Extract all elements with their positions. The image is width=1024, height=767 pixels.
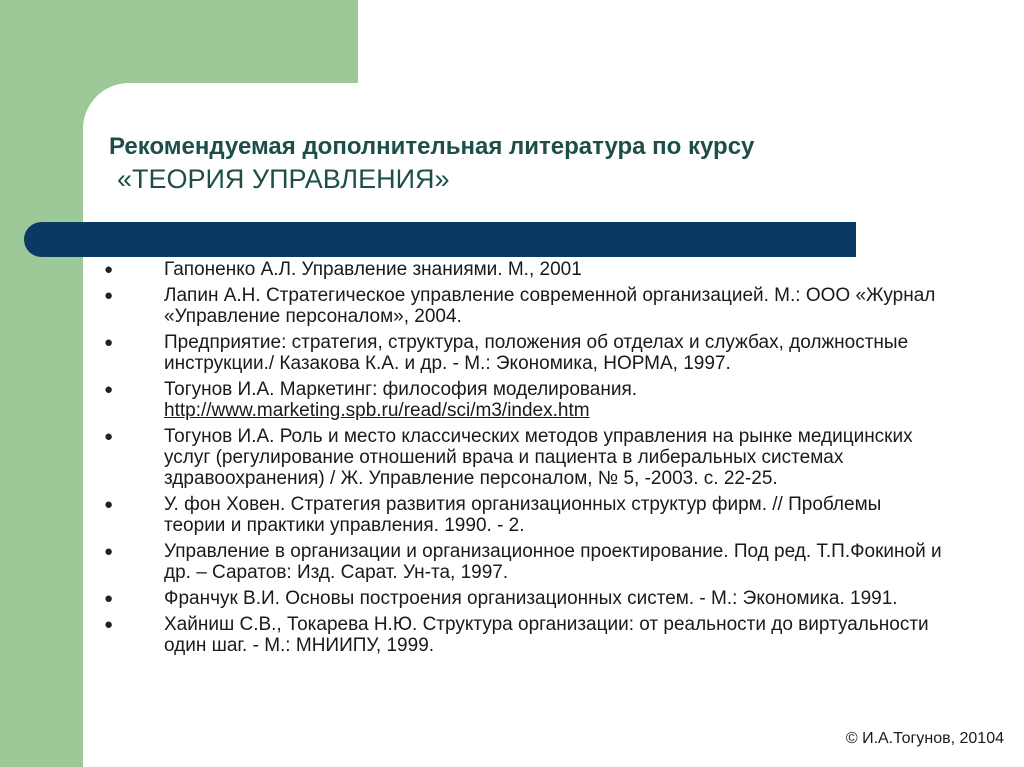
list-item bbox=[104, 614, 944, 656]
bullet-icon: ● bbox=[104, 496, 114, 513]
list-item-text: Управление в организации и организационное проектирование. Под ред. Т.П.Фокиной и др. – Саратов: Изд. Сарат. Ун-та, 1997. bbox=[164, 541, 942, 583]
bullet-icon: ● bbox=[104, 381, 114, 398]
bullet-icon: ● bbox=[104, 616, 114, 633]
list-item bbox=[104, 426, 944, 489]
list-item-text: Хайниш С.В., Токарева Н.Ю. Структура организации: от реальности до виртуальности один шаг. - М.: МНИИПУ, 1999. bbox=[164, 614, 929, 656]
list-item bbox=[104, 588, 944, 609]
bullet-icon: ● bbox=[104, 590, 114, 607]
list-item bbox=[104, 494, 944, 536]
list-item-text: Франчук В.И. Основы построения организационных систем. - М.: Экономика. 1991. bbox=[164, 588, 898, 609]
list-item bbox=[104, 379, 944, 421]
list-item bbox=[104, 259, 944, 280]
list-item-text: У. фон Ховен. Стратегия развития организационных структур фирм. // Проблемы теории и практики управления. 1990. - 2. bbox=[164, 494, 882, 536]
list-item bbox=[104, 285, 944, 327]
bullet-icon: ● bbox=[104, 287, 114, 304]
bullet-icon: ● bbox=[104, 543, 114, 560]
marketing-link[interactable]: http://www.marketing.spb.ru/read/sci/m3/index.htm bbox=[164, 400, 590, 421]
title-line-1: Рекомендуемая дополнительная литература по курсу bbox=[109, 133, 755, 160]
list-item-text: Гапоненко А.Л. Управление знаниями. М., 2001 bbox=[164, 259, 582, 280]
bullet-icon: ● bbox=[104, 334, 114, 351]
bullet-icon: ● bbox=[104, 261, 114, 278]
list-item-text: Предприятие: стратегия, структура, положения об отделах и службах, должностные инструкции./ Казакова К.А. и др. - М.: Экономика, НОРМА, 1997. bbox=[164, 332, 909, 374]
copyright-note: © И.А.Тогунов, 20104 bbox=[845, 730, 1004, 747]
list-item bbox=[104, 541, 944, 583]
title-divider-bar bbox=[24, 222, 856, 257]
list-item-text: Тогунов И.А. Роль и место классических методов управления на рынке медицинских услуг (регулирование отношений врача и пациента в либеральных системах здравоохранения) / Ж. Управление персоналом, № 5, -2003. с. 22-25. bbox=[164, 426, 913, 489]
title-line-2: «ТЕОРИЯ УПРАВЛЕНИЯ» bbox=[117, 164, 450, 194]
bullet-icon: ● bbox=[104, 428, 114, 445]
list-item-text: Лапин А.Н. Стратегическое управление современной организацией. М.: ООО «Журнал «Управление персоналом», 2004. bbox=[164, 285, 936, 327]
list-item-text: Тогунов И.А. Маркетинг: философия моделирования. bbox=[164, 379, 638, 400]
literature-list bbox=[104, 259, 944, 661]
list-item bbox=[104, 332, 944, 374]
slide-title bbox=[109, 132, 909, 194]
